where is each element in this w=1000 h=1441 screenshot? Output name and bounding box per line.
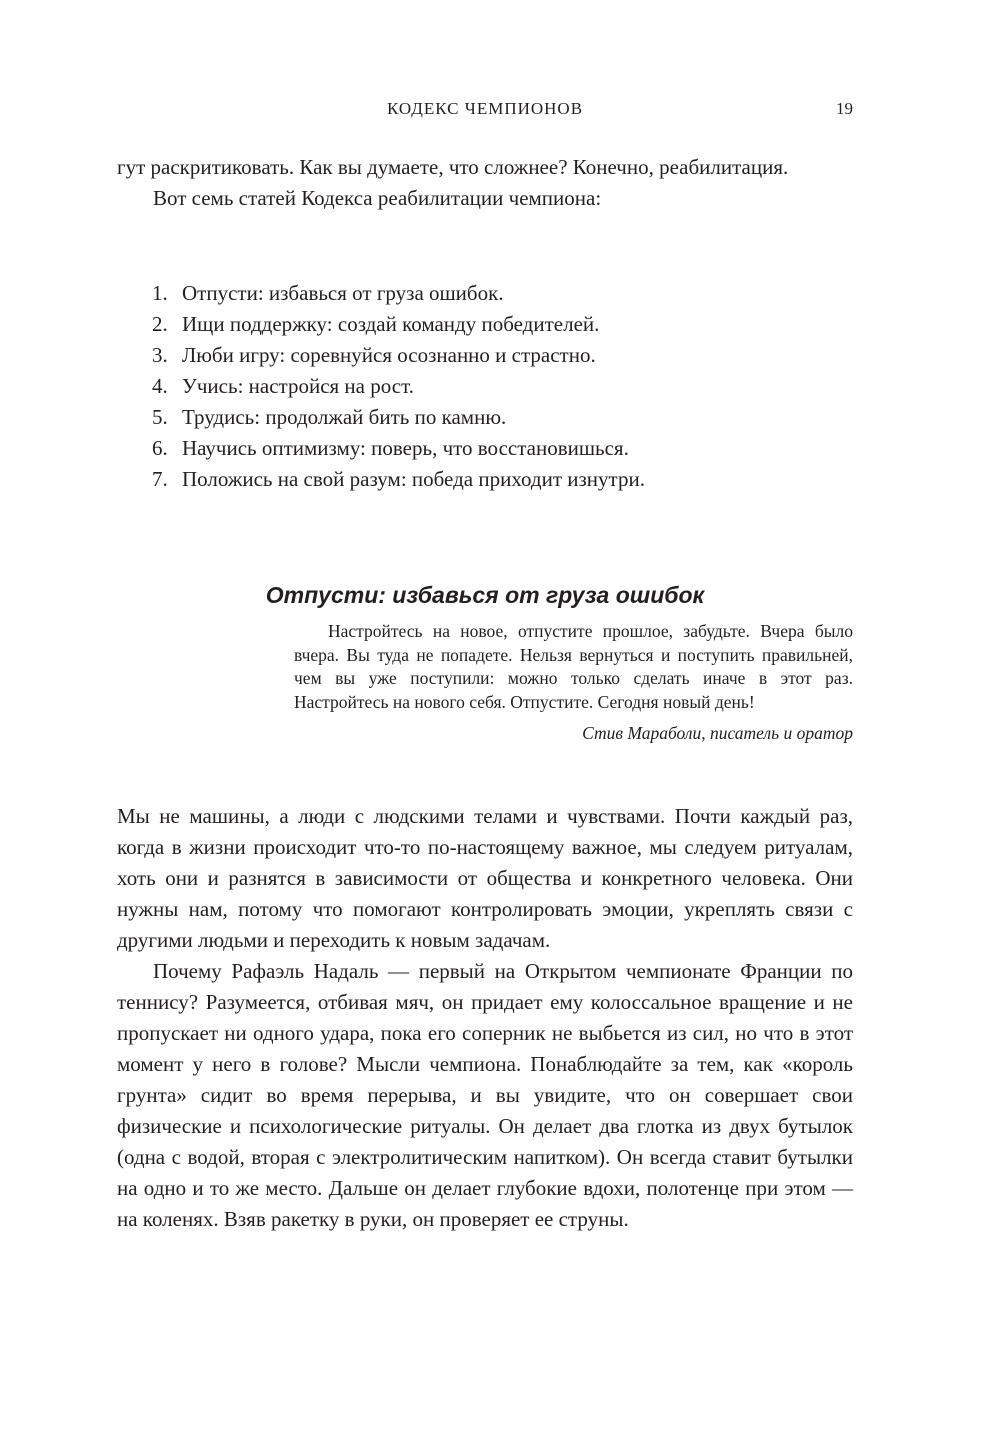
rehabilitation-code-list (152, 278, 645, 495)
running-header (117, 96, 853, 122)
list-item (152, 278, 645, 309)
list-item (152, 433, 645, 464)
epigraph (294, 620, 853, 746)
list-item-number: 3. (152, 343, 168, 367)
list-item (152, 371, 645, 402)
list-item-text: Положись на свой разум: победа приходит изнутри. (182, 467, 645, 491)
body-paragraph: Почему Рафаэль Надаль — первый на Открытом чемпионате Франции по теннису? Разумеется, отбивая мяч, он придает ему колоссальное вращение и не пропускает ни одного удара, пока его соперник не выбьется из сил, но что в этот момент у него в голове? Мысли чемпиона. Понаблюдайте за тем, как «король грунта» сидит во время перерыва, и вы увидите, что он совершает свои физические и психологические ритуалы. Он делает два глотка из двух бутылок (одна с водой, вторая с электролитическим напитком). Он всегда ставит бутылки на одно и то же место. Дальше он делает глубокие вдохи, полотенце при этом — на коленях. Взяв ракетку в руки, он проверяет ее струны. (117, 959, 853, 1231)
list-item-number: 1. (152, 281, 168, 305)
list-item-number: 5. (152, 405, 168, 429)
list-item-number: 4. (152, 374, 168, 398)
list-item-text: Отпусти: избавься от груза ошибок. (182, 281, 504, 305)
list-item-text: Учись: настройся на рост. (182, 374, 414, 398)
epigraph-quote: Настройтесь на новое, отпустите прошлое, забудьте. Вчера было вчера. Вы туда не попадете. Нельзя вернуться и поступить правильней, чем вы уже поступили: можно только сделать иначе в этот раз. Настройтесь на нового себя. Отпустите. Сегодня новый день! (294, 621, 853, 712)
intro-paragraph-continuation: гут раскритиковать. Как вы думаете, что сложнее? Конечно, реабилитация. (117, 155, 789, 179)
list-item (152, 464, 645, 495)
section-heading: Отпусти: избавься от груза ошибок (265, 582, 705, 609)
section-body (117, 801, 853, 1235)
intro-text (117, 152, 853, 214)
list-item-number: 7. (152, 467, 168, 491)
list-item-text: Трудись: продолжай бить по камню. (182, 405, 507, 429)
epigraph-attribution: Стив Мараболи, писатель и оратор (582, 723, 853, 743)
list-item-text: Ищи поддержку: создай команду победителей. (182, 312, 600, 336)
body-paragraph: Мы не машины, а люди с людскими телами и чувствами. Почти каждый раз, когда в жизни происходит что-то по-настоящему важное, мы следуем ритуалам, хоть они и разнятся в зависимости от общества и конкретного человека. Они нужны нам, потому что помогают контролировать эмоции, укреплять связи с другими людьми и переходить к новым задачам. (117, 804, 853, 952)
list-item (152, 309, 645, 340)
list-item-number: 2. (152, 312, 168, 336)
list-item (152, 402, 645, 433)
page-number: 19 (836, 99, 853, 118)
running-title: КОДЕКС ЧЕМПИОНОВ (386, 99, 584, 118)
list-item-text: Люби игру: соревнуйся осознанно и страстно. (182, 343, 596, 367)
list-item-number: 6. (152, 436, 168, 460)
list-item (152, 340, 645, 371)
list-item-text: Научись оптимизму: поверь, что восстановишься. (182, 436, 629, 460)
intro-paragraph-list-lead: Вот семь статей Кодекса реабилитации чемпиона: (153, 186, 602, 210)
